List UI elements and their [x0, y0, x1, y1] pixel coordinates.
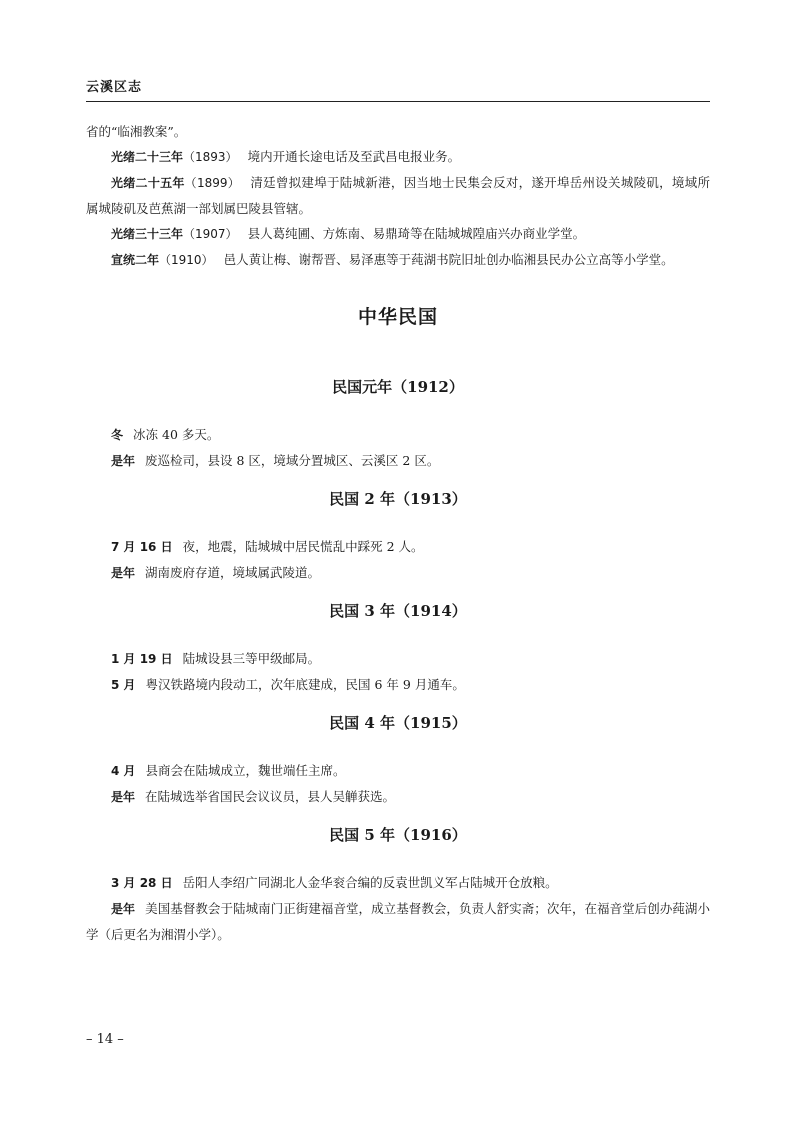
entry-text: 清廷曾拟建埠于陆城新港，因当地士民集会反对，遂开埠岳州设关城陵矶，境域所属城陵矶及芭蕉湖一部划属巴陵县管辖。 — [86, 175, 710, 216]
entry-date-label: 是年 — [111, 902, 136, 916]
entry-date-label: 宣统二年（1910） — [111, 253, 214, 267]
entry-text: 美国基督教会于陆城南门正街建福音堂，成立基督教会，负责人舒实斋；次年，在福音堂后创办莼湖小学（后更名为湘渭小学）。 — [86, 901, 710, 942]
year-heading: 民国 2 年（1913） — [329, 490, 467, 508]
entry-date-label: 是年 — [111, 566, 136, 580]
entry-date-label: 3 月 28 日 — [111, 876, 173, 890]
entry-paragraph — [86, 119, 710, 144]
year-heading: 民国元年（1912） — [332, 378, 464, 396]
header-divider — [86, 101, 710, 102]
entry-date-label: 4 月 — [111, 764, 136, 778]
entry-paragraph — [86, 221, 710, 247]
entry-text: 在陆城选举省国民会议议员，县人吴觯获选。 — [145, 789, 396, 804]
entry-date-label: 是年 — [111, 790, 136, 804]
entry-paragraph — [86, 646, 710, 672]
entry-paragraph — [86, 784, 710, 810]
entry-paragraph — [86, 672, 710, 698]
entry-date-label: 光绪三十三年（1907） — [111, 227, 238, 241]
entry-paragraph — [86, 758, 710, 784]
entry-date-label: 光绪二十三年（1893） — [111, 150, 238, 164]
entry-paragraph — [86, 247, 710, 273]
page-body — [86, 119, 710, 947]
entry-text: 废巡检司，县设 8 区，境域分置城区、云溪区 2 区。 — [145, 453, 440, 468]
section-title: 中华民国 — [357, 306, 438, 328]
entry-paragraph — [86, 422, 710, 448]
year-heading: 民国 5 年（1916） — [329, 826, 467, 844]
year-heading: 民国 4 年（1915） — [329, 714, 467, 732]
entry-text: 粤汉铁路境内段动工，次年底建成，民国 6 年 9 月通车。 — [145, 677, 465, 692]
entry-text: 邑人黄让梅、谢帮晋、易泽惠等于莼湖书院旧址创办临湘县民办公立高等小学堂。 — [223, 252, 674, 267]
entry-paragraph — [86, 448, 710, 474]
entry-text: 岳阳人李绍广同湖北人金华衮合编的反袁世凯义军占陆城开仓放粮。 — [182, 875, 558, 890]
entry-date-label: 冬 — [111, 428, 124, 442]
entry-paragraph — [86, 896, 710, 947]
entry-text: 湖南废府存道，境域属武陵道。 — [145, 565, 321, 580]
entry-text: 县商会在陆城成立，魏世端任主席。 — [145, 763, 346, 778]
entry-paragraph — [86, 534, 710, 560]
page-number: – 14 – — [86, 1032, 124, 1047]
entry-text: 境内开通长途电话及至武昌电报业务。 — [247, 149, 461, 164]
entry-date-label: 1 月 19 日 — [111, 652, 173, 666]
year-heading: 民国 3 年（1914） — [329, 602, 467, 620]
entry-date-label: 是年 — [111, 454, 136, 468]
entry-paragraph — [86, 144, 710, 170]
entry-text: 冰冻 40 多天。 — [133, 427, 220, 442]
entry-paragraph — [86, 870, 710, 896]
entry-text: 陆城设县三等甲级邮局。 — [182, 651, 321, 666]
entry-date-label: 7 月 16 日 — [111, 540, 173, 554]
entry-text: 夜，地震，陆城城中居民慌乱中踩死 2 人。 — [182, 539, 424, 554]
entry-paragraph — [86, 170, 710, 221]
entry-date-label: 5 月 — [111, 678, 136, 692]
entry-date-label: 光绪二十五年（1899） — [111, 176, 241, 190]
running-header-title: 云溪区志 — [86, 80, 143, 95]
entry-paragraph — [86, 560, 710, 586]
entry-text: 县人葛纯圃、方炼南、易鼎琦等在陆城城隍庙兴办商业学堂。 — [247, 226, 586, 241]
entry-text: 省的“临湘教案”。 — [86, 124, 187, 139]
